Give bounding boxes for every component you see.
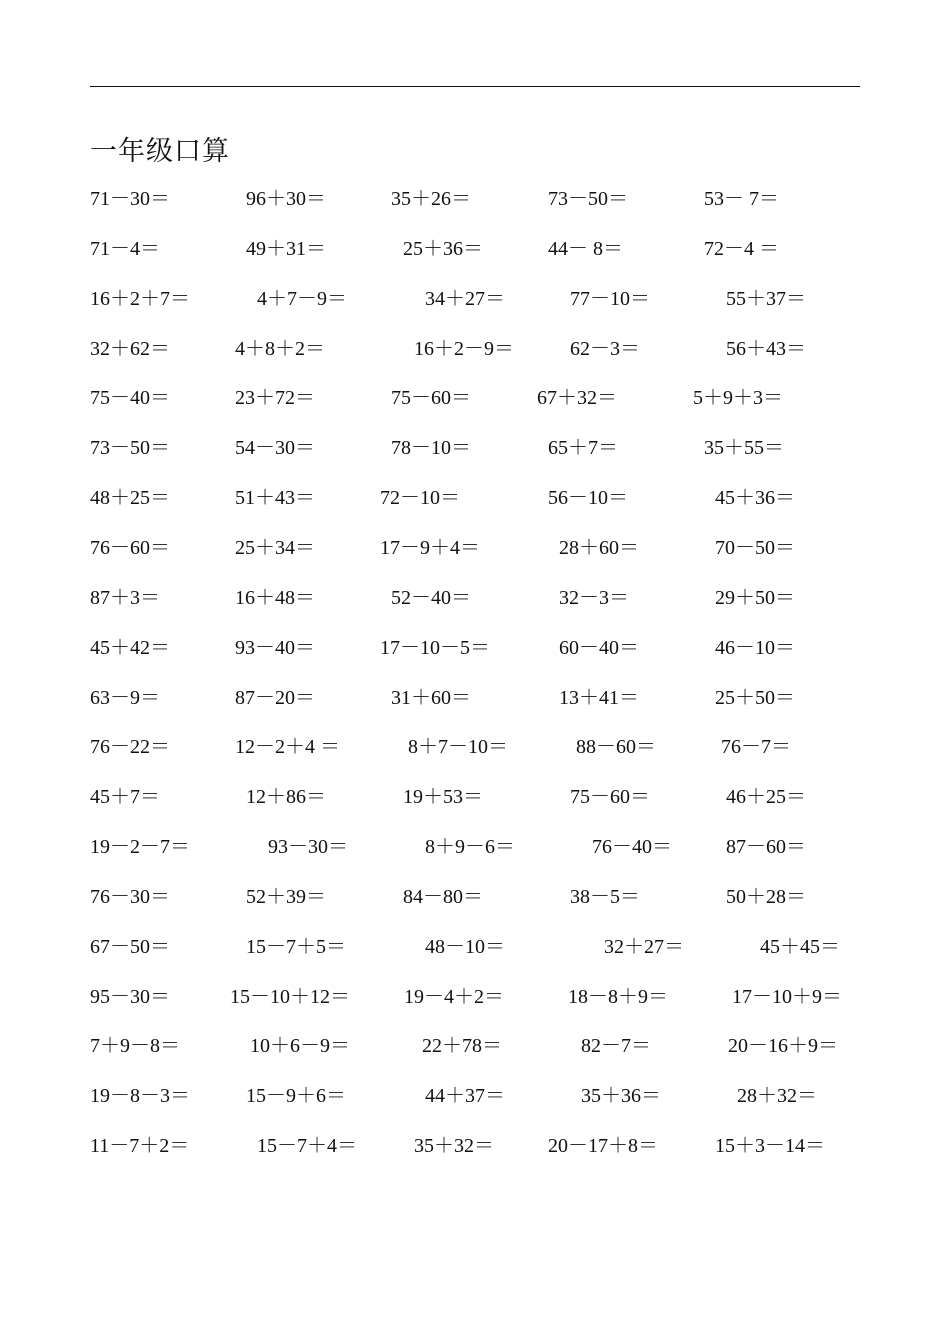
arithmetic-problem: 56－10＝ xyxy=(548,487,628,510)
arithmetic-problem: 35＋26＝ xyxy=(391,188,471,210)
arithmetic-problem: 63－9＝ xyxy=(90,686,160,709)
arithmetic-problem: 8＋9－6＝ xyxy=(425,836,515,859)
arithmetic-problem: 28＋60＝ xyxy=(559,536,639,559)
arithmetic-problem: 72－4 ＝ xyxy=(704,237,779,260)
arithmetic-problem: 53－ 7＝ xyxy=(704,188,779,210)
arithmetic-problem: 19－4＋2＝ xyxy=(404,985,504,1008)
arithmetic-problem: 73－50＝ xyxy=(548,188,628,210)
arithmetic-problem: 35＋32＝ xyxy=(414,1135,494,1158)
arithmetic-problem: 67＋32＝ xyxy=(537,387,617,410)
arithmetic-problem: 55＋37＝ xyxy=(726,287,806,310)
arithmetic-problem: 82－7＝ xyxy=(581,1035,651,1058)
arithmetic-problem: 5＋9＋3＝ xyxy=(693,387,783,410)
arithmetic-problem: 16＋2＋7＝ xyxy=(90,287,190,310)
page-title: 一年级口算 xyxy=(90,136,230,166)
arithmetic-problem: 48＋25＝ xyxy=(90,487,170,510)
arithmetic-problem: 87＋3＝ xyxy=(90,586,160,609)
arithmetic-problem: 17－9＋4＝ xyxy=(380,536,480,559)
arithmetic-problem: 13＋41＝ xyxy=(559,686,639,709)
arithmetic-problem: 62－3＝ xyxy=(570,337,640,360)
arithmetic-problem: 4＋8＋2＝ xyxy=(235,337,325,360)
arithmetic-problem: 75－40＝ xyxy=(90,387,170,410)
problem-row xyxy=(0,633,950,663)
arithmetic-problem: 20－17＋8＝ xyxy=(548,1135,658,1158)
arithmetic-problem: 15＋3－14＝ xyxy=(715,1135,825,1158)
arithmetic-problem: 76－60＝ xyxy=(90,536,170,559)
arithmetic-problem: 45＋36＝ xyxy=(715,487,795,510)
problem-row xyxy=(0,683,950,713)
arithmetic-problem: 20－16＋9＝ xyxy=(728,1035,838,1058)
problem-row xyxy=(0,1081,950,1111)
problem-row xyxy=(0,832,950,862)
arithmetic-problem: 76－40＝ xyxy=(592,836,672,859)
arithmetic-problem: 75－60＝ xyxy=(570,786,650,809)
arithmetic-problem: 76－22＝ xyxy=(90,736,170,759)
problem-row xyxy=(0,533,950,563)
header-rule xyxy=(90,86,860,87)
arithmetic-problem: 32＋62＝ xyxy=(90,337,170,360)
arithmetic-problem: 60－40＝ xyxy=(559,636,639,659)
problem-row xyxy=(0,433,950,463)
problem-row xyxy=(0,1131,950,1161)
arithmetic-problem: 12－2＋4 ＝ xyxy=(235,736,340,759)
arithmetic-problem: 32－3＝ xyxy=(559,586,629,609)
arithmetic-problem: 52－40＝ xyxy=(391,586,471,609)
arithmetic-problem: 84－80＝ xyxy=(403,885,483,908)
arithmetic-problem: 45＋45＝ xyxy=(760,935,840,958)
arithmetic-problem: 7＋9－8＝ xyxy=(90,1035,180,1058)
problem-row xyxy=(0,383,950,413)
arithmetic-problem: 12＋86＝ xyxy=(246,786,326,809)
arithmetic-problem: 93－40＝ xyxy=(235,636,315,659)
arithmetic-problem: 46－10＝ xyxy=(715,636,795,659)
arithmetic-problem: 15－7＋4＝ xyxy=(257,1135,357,1158)
arithmetic-problem: 65＋7＝ xyxy=(548,437,618,460)
arithmetic-problem: 19＋53＝ xyxy=(403,786,483,809)
problem-row xyxy=(0,334,950,364)
arithmetic-problem: 93－30＝ xyxy=(268,836,348,859)
arithmetic-problem: 73－50＝ xyxy=(90,437,170,460)
problem-row xyxy=(0,284,950,314)
arithmetic-problem: 75－60＝ xyxy=(391,387,471,410)
arithmetic-problem: 77－10＝ xyxy=(570,287,650,310)
arithmetic-problem: 71－4＝ xyxy=(90,237,160,260)
arithmetic-problem: 49＋31＝ xyxy=(246,237,326,260)
arithmetic-problem: 50＋28＝ xyxy=(726,885,806,908)
problem-row xyxy=(0,882,950,912)
problem-row xyxy=(0,1031,950,1061)
arithmetic-problem: 35＋55＝ xyxy=(704,437,784,460)
arithmetic-problem: 44＋37＝ xyxy=(425,1085,505,1108)
arithmetic-problem: 38－5＝ xyxy=(570,885,640,908)
arithmetic-problem: 52＋39＝ xyxy=(246,885,326,908)
problem-row xyxy=(0,583,950,613)
arithmetic-problem: 15－10＋12＝ xyxy=(230,985,350,1008)
arithmetic-problem: 87－20＝ xyxy=(235,686,315,709)
arithmetic-problem: 76－7＝ xyxy=(721,736,791,759)
problem-row xyxy=(0,982,950,1012)
arithmetic-problem: 29＋50＝ xyxy=(715,586,795,609)
arithmetic-problem: 45＋7＝ xyxy=(90,786,160,809)
arithmetic-problem: 17－10－5＝ xyxy=(380,636,490,659)
arithmetic-problem: 15－9＋6＝ xyxy=(246,1085,346,1108)
arithmetic-problem: 96＋30＝ xyxy=(246,188,326,210)
arithmetic-problem: 88－60＝ xyxy=(576,736,656,759)
arithmetic-problem: 45＋42＝ xyxy=(90,636,170,659)
arithmetic-problem: 76－30＝ xyxy=(90,885,170,908)
arithmetic-problem: 16＋48＝ xyxy=(235,586,315,609)
arithmetic-problem: 19－8－3＝ xyxy=(90,1085,190,1108)
arithmetic-problem: 25＋36＝ xyxy=(403,237,483,260)
problem-row xyxy=(0,184,950,214)
arithmetic-problem: 32＋27＝ xyxy=(604,935,684,958)
arithmetic-problem: 72－10＝ xyxy=(380,487,460,510)
arithmetic-problem: 78－10＝ xyxy=(391,437,471,460)
arithmetic-problem: 34＋27＝ xyxy=(425,287,505,310)
arithmetic-problem: 70－50＝ xyxy=(715,536,795,559)
arithmetic-problem: 51＋43＝ xyxy=(235,487,315,510)
arithmetic-problem: 10＋6－9＝ xyxy=(250,1035,350,1058)
arithmetic-problem: 95－30＝ xyxy=(90,985,170,1008)
problem-row xyxy=(0,483,950,513)
arithmetic-problem: 18－8＋9＝ xyxy=(568,985,668,1008)
arithmetic-problem: 31＋60＝ xyxy=(391,686,471,709)
arithmetic-problem: 54－30＝ xyxy=(235,437,315,460)
arithmetic-problem: 87－60＝ xyxy=(726,836,806,859)
problem-row xyxy=(0,234,950,264)
arithmetic-problem: 19－2－7＝ xyxy=(90,836,190,859)
problem-row xyxy=(0,732,950,762)
arithmetic-problem: 23＋72＝ xyxy=(235,387,315,410)
problem-row xyxy=(0,782,950,812)
arithmetic-problem: 67－50＝ xyxy=(90,935,170,958)
arithmetic-problem: 22＋78＝ xyxy=(422,1035,502,1058)
arithmetic-problem: 56＋43＝ xyxy=(726,337,806,360)
arithmetic-problem: 71－30＝ xyxy=(90,188,170,210)
arithmetic-problem: 28＋32＝ xyxy=(737,1085,817,1108)
arithmetic-problem: 25＋50＝ xyxy=(715,686,795,709)
arithmetic-problem: 4＋7－9＝ xyxy=(257,287,347,310)
arithmetic-problem: 17－10＋9＝ xyxy=(732,985,842,1008)
arithmetic-problem: 44－ 8＝ xyxy=(548,237,623,260)
arithmetic-problem: 48－10＝ xyxy=(425,935,505,958)
arithmetic-problem: 35＋36＝ xyxy=(581,1085,661,1108)
arithmetic-problem: 46＋25＝ xyxy=(726,786,806,809)
arithmetic-problem: 25＋34＝ xyxy=(235,536,315,559)
arithmetic-problem: 11－7＋2＝ xyxy=(90,1135,190,1158)
arithmetic-problem: 8＋7－10＝ xyxy=(408,736,508,759)
problem-row xyxy=(0,932,950,962)
arithmetic-problem: 16＋2－9＝ xyxy=(414,337,514,360)
arithmetic-problem: 15－7＋5＝ xyxy=(246,935,346,958)
